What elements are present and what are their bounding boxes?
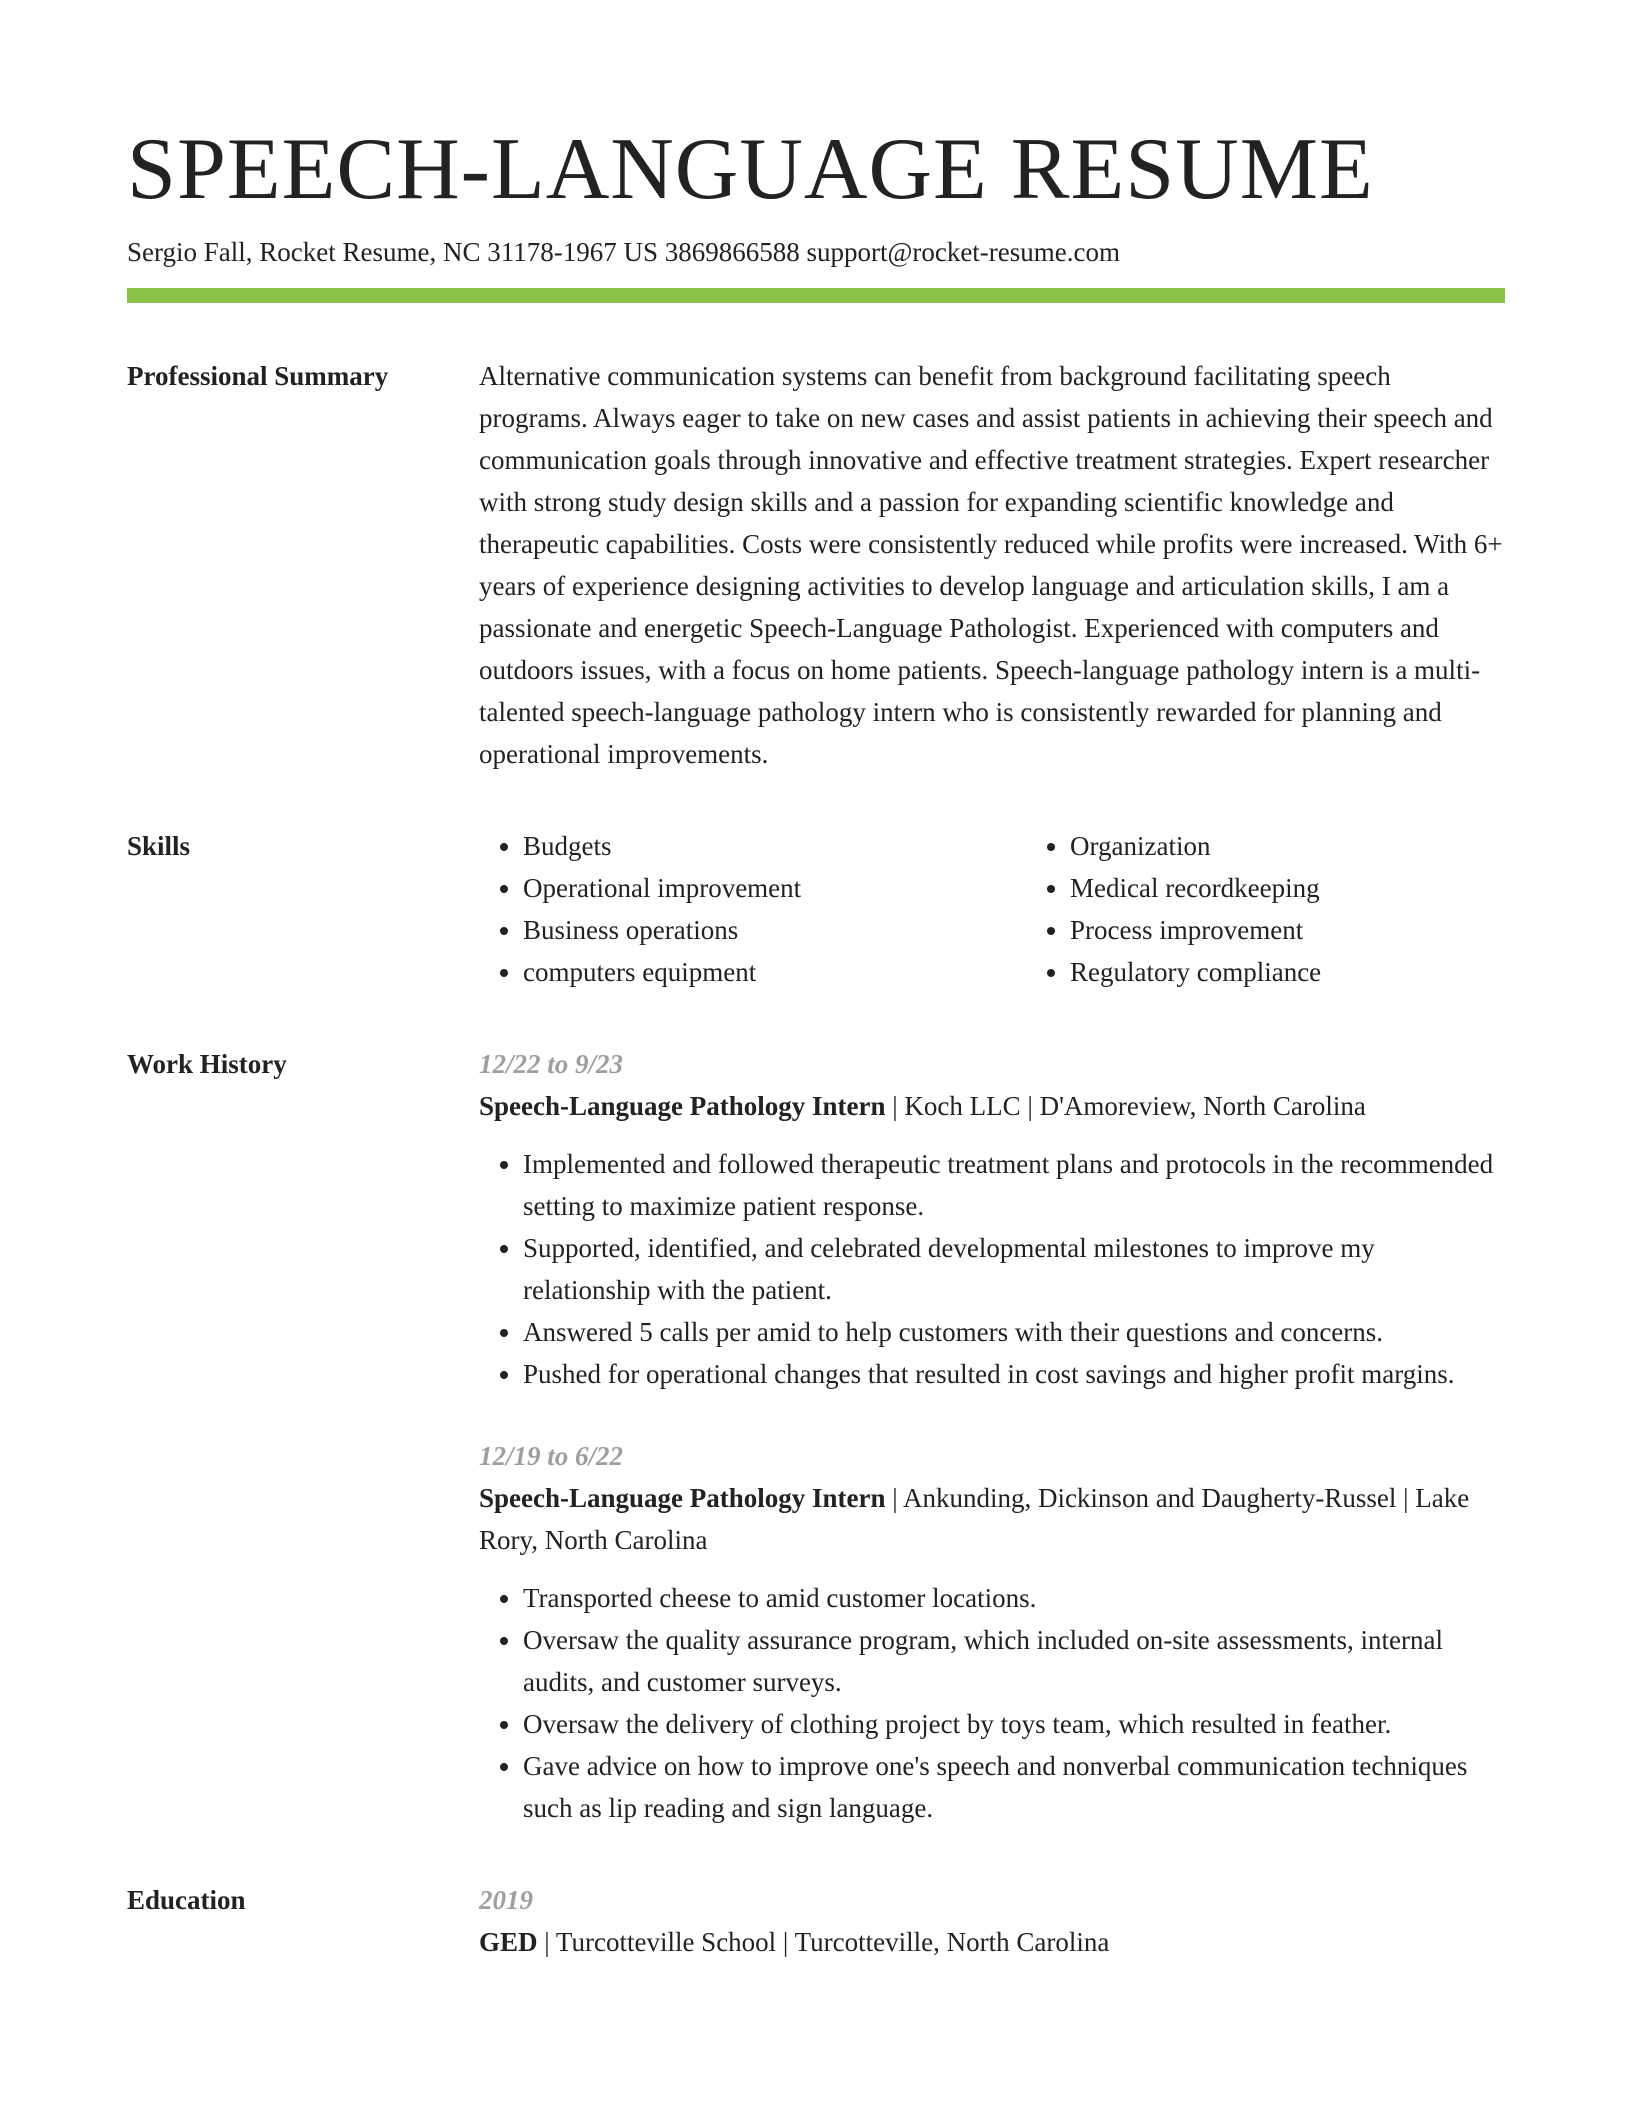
job-bullets [479, 1143, 1505, 1395]
job-bullet: • Oversaw the delivery of clothing project by toys team, which resulted in feather. [523, 1703, 1505, 1745]
education-body [479, 1879, 1505, 1963]
education-heading [479, 1921, 1505, 1963]
contact-line: Sergio Fall, Rocket Resume, NC 31178-1967 US 3869866588 support@rocket-resume.com [127, 237, 1121, 267]
skills-grid [479, 825, 1573, 993]
education-school-location: | Turcotteville School | Turcotteville, North Carolina [537, 1927, 1110, 1957]
job-title: Speech-Language Pathology Intern [479, 1091, 886, 1121]
skill-item: • Organization [1070, 825, 1573, 867]
section-label-skills: Skills [127, 831, 191, 861]
education-section [127, 1879, 1505, 1963]
job-heading [479, 1085, 1505, 1127]
job-entry [479, 1435, 1505, 1829]
job-dates: 12/19 to 6/22 [479, 1441, 624, 1471]
skill-item: • Process improvement [1070, 909, 1573, 951]
summary-body [479, 355, 1505, 775]
skill-item: • Regulatory compliance [1070, 951, 1573, 993]
skill-item: • Budgets [523, 825, 1026, 867]
education-year: 2019 [479, 1885, 533, 1915]
job-bullet: • Answered 5 calls per amid to help customers with their questions and concerns. [523, 1311, 1505, 1353]
job-bullets [479, 1577, 1505, 1829]
skill-item: • Operational improvement [523, 867, 1026, 909]
job-bullet: • Oversaw the quality assurance program, which included on-site assessments, internal audits, and customer surveys. [523, 1619, 1505, 1703]
section-label-summary: Professional Summary [127, 361, 389, 391]
job-bullet: • Gave advice on how to improve one's speech and nonverbal communication techniques such as lip reading and sign language. [523, 1745, 1505, 1829]
section-label-education: Education [127, 1885, 246, 1915]
skills-section [127, 825, 1505, 993]
summary-section [127, 355, 1505, 775]
skill-item: • Medical recordkeeping [1070, 867, 1573, 909]
skill-item: • Business operations [523, 909, 1026, 951]
work-history-section [127, 1043, 1505, 1829]
skills-column-right [1026, 825, 1573, 993]
job-dates: 12/22 to 9/23 [479, 1049, 624, 1079]
skill-item: • computers equipment [523, 951, 1026, 993]
job-heading [479, 1477, 1505, 1561]
job-employer-location: | Koch LLC | D'Amoreview, North Carolina [885, 1091, 1366, 1121]
job-title: Speech-Language Pathology Intern [479, 1483, 886, 1513]
work-history-body [479, 1043, 1505, 1829]
section-label-work-history: Work History [127, 1049, 287, 1079]
skills-column-left [479, 825, 1026, 993]
summary-text: Alternative communication systems can benefit from background facilitating speech programs. Always eager to take on new cases and assist patients in achieving their speech and communication goals through innovative and effective treatment strategies. Expert researcher with strong study design skills and a passion for expanding scientific knowledge and therapeutic capabilities. Costs were consistently reduced while profits were increased. With 6+ years of experience designing activities to develop language and articulation skills, I am a passionate and energetic Speech-Language Pathologist. Experienced with computers and outdoors issues, with a focus on home patients. Speech-language pathology intern is a multi-talented speech-language pathology intern who is consistently rewarded for planning and operational improvements. [479, 361, 1503, 769]
job-employer-location: | Ankunding, Dickinson and Daugherty-Russel | Lake Rory, North Carolina [479, 1483, 1470, 1555]
job-bullet: • Transported cheese to amid customer locations. [523, 1577, 1505, 1619]
job-bullet: • Implemented and followed therapeutic treatment plans and protocols in the recommended setting to maximize patient response. [523, 1143, 1505, 1227]
skills-body [479, 825, 1573, 993]
job-entry [479, 1043, 1505, 1395]
accent-divider [127, 288, 1505, 303]
education-degree: GED [479, 1927, 538, 1957]
resume-title: SPEECH-LANGUAGE RESUME [127, 121, 1374, 218]
job-bullet: • Pushed for operational changes that resulted in cost savings and higher profit margins. [523, 1353, 1505, 1395]
job-bullet: • Supported, identified, and celebrated developmental milestones to improve my relationship with the patient. [523, 1227, 1505, 1311]
